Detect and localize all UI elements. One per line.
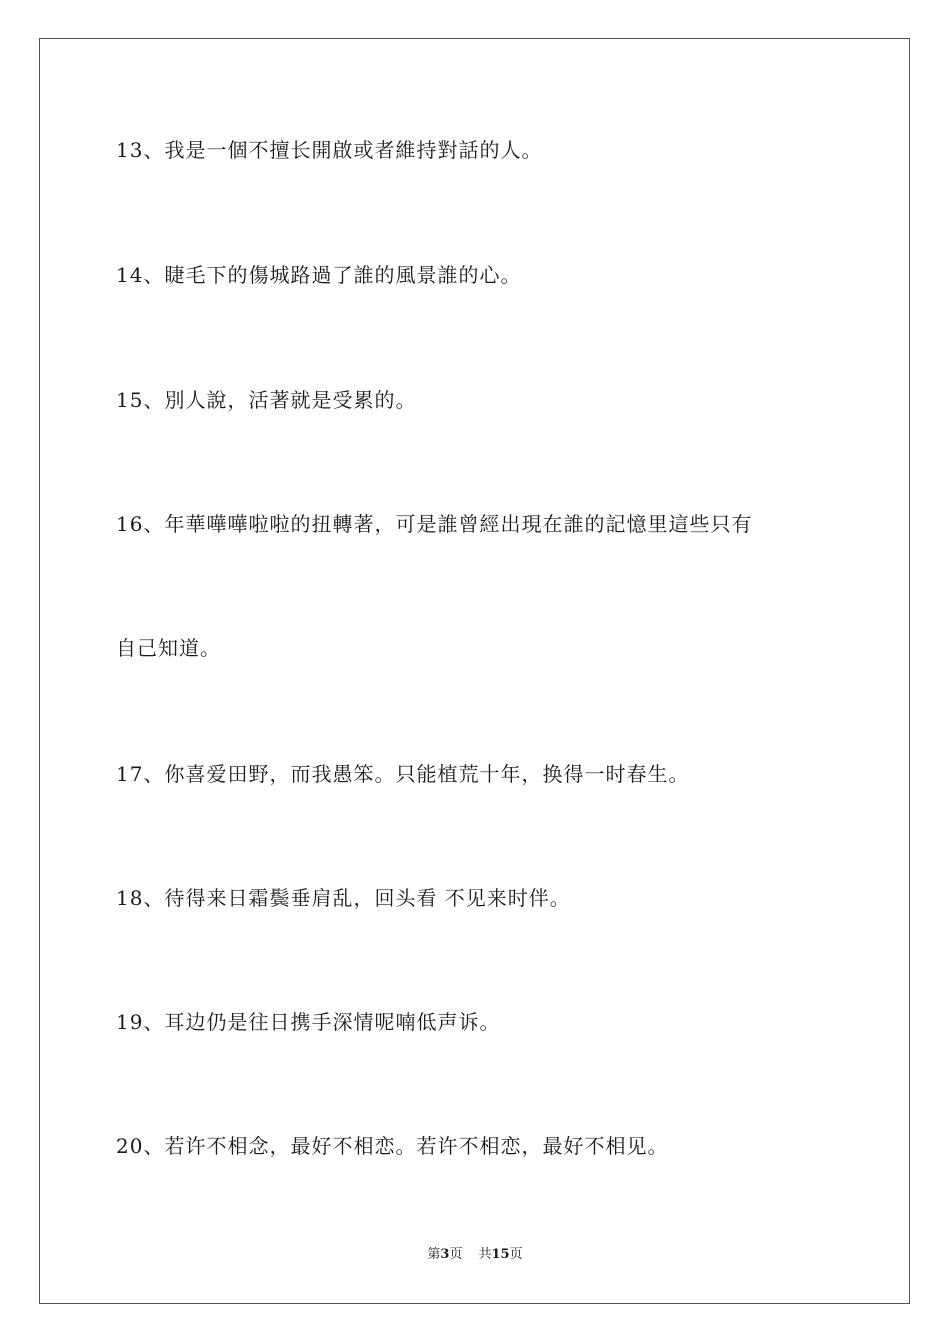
page-prefix: 第 bbox=[427, 1247, 441, 1262]
text-line: 16、年華嘩嘩啦啦的扭轉著，可是誰曾經出現在誰的記憶里這些只有 bbox=[116, 512, 753, 536]
text-line: 自己知道。 bbox=[116, 636, 221, 660]
text-line: 17、你喜爱田野，而我愚笨。只能植荒十年，换得一时春生。 bbox=[116, 762, 690, 786]
total-suffix: 页 bbox=[509, 1247, 523, 1262]
current-page-number: 3 bbox=[440, 1247, 450, 1262]
text-line: 15、別人說，活著就是受累的。 bbox=[116, 388, 417, 412]
text-line: 20、若许不相念，最好不相恋。若许不相恋，最好不相见。 bbox=[116, 1134, 669, 1158]
total-page-count: 15 bbox=[491, 1247, 510, 1262]
page-border bbox=[39, 38, 910, 1304]
text-line: 19、耳边仍是往日携手深情呢喃低声诉。 bbox=[116, 1010, 501, 1034]
page-suffix: 页 bbox=[449, 1247, 463, 1262]
text-line: 14、睫毛下的傷城路過了誰的風景誰的心。 bbox=[116, 263, 522, 287]
total-prefix: 共 bbox=[478, 1247, 492, 1262]
text-line: 13、我是一個不擅长開啟或者維持對話的人。 bbox=[116, 138, 543, 162]
text-line: 18、待得来日霜鬓垂肩乱，回头看 不见来时伴。 bbox=[116, 886, 571, 910]
page-footer bbox=[0, 1247, 950, 1263]
